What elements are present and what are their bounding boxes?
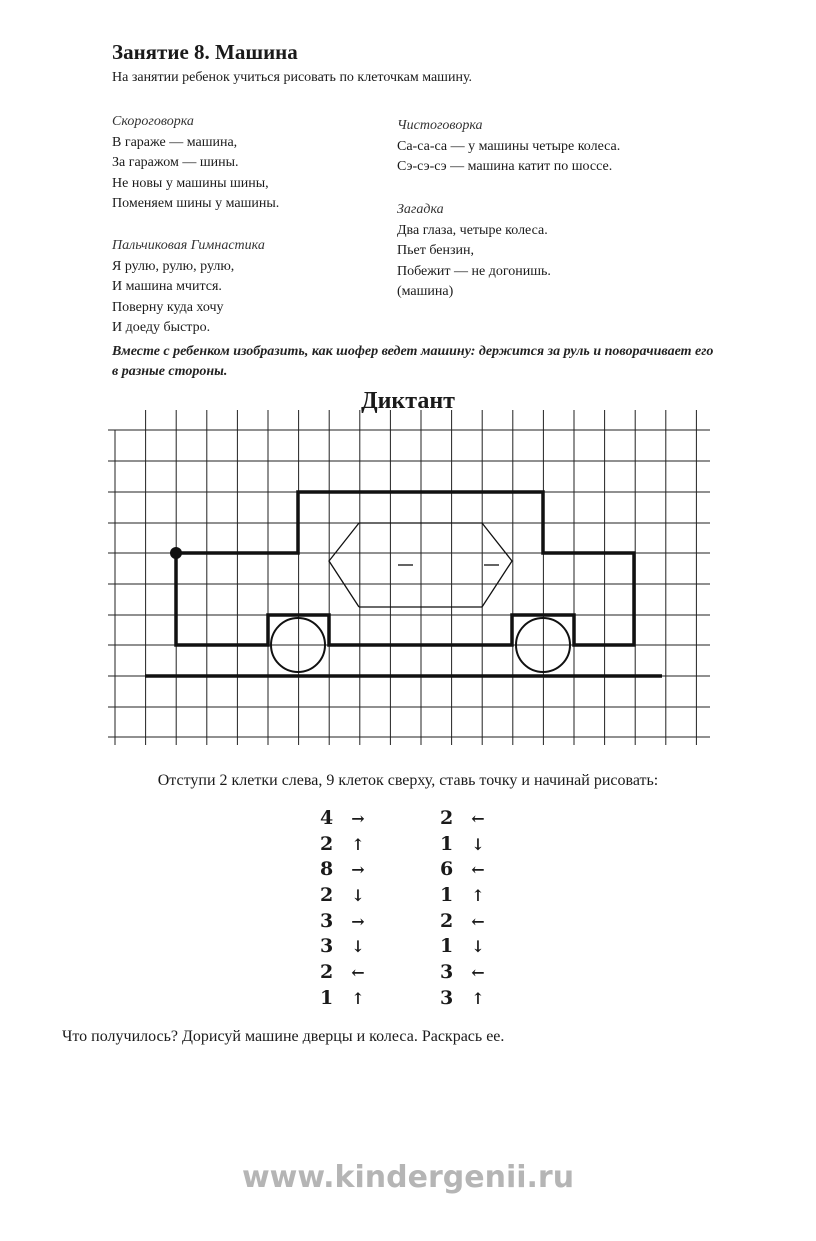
arrow-up-icon: ↑ xyxy=(471,886,485,906)
arrow-up-icon: ↑ xyxy=(471,988,485,1008)
poem-line: Поменяем шины у машины. xyxy=(112,196,280,211)
step-count: 3 xyxy=(320,935,334,958)
poem-line: Не новы у машины шины, xyxy=(112,175,269,191)
dictation-step xyxy=(440,806,490,832)
finger-gymnastics-heading: Пальчиковая Гимнастика xyxy=(112,238,265,253)
arrow-right-icon: → xyxy=(351,809,365,828)
dictation-step xyxy=(440,934,490,960)
car-outline xyxy=(176,492,634,645)
task-question: Что получилось? Дорисуй машине дверцы и колеса. Раскрась ее. xyxy=(62,1028,505,1045)
step-count: 2 xyxy=(440,909,454,932)
site-watermark: www.kindergenii.ru xyxy=(241,1160,575,1195)
poem-line: И машина мчится. xyxy=(112,279,222,294)
arrow-down-icon: ↓ xyxy=(351,937,365,957)
dictation-step xyxy=(440,986,490,1012)
step-count: 4 xyxy=(320,807,334,829)
arrow-left-icon: ← xyxy=(471,809,485,828)
poem-line: Сэ-сэ-сэ — машина катит по шоссе. xyxy=(397,159,613,174)
start-dot xyxy=(170,547,182,559)
lesson-intro: На занятии ребенок учиться рисовать по клеточкам машину. xyxy=(112,70,473,85)
arrow-down-icon: ↓ xyxy=(351,886,365,906)
arrow-up-icon: ↑ xyxy=(351,834,365,854)
step-count: 3 xyxy=(440,961,454,984)
arrow-left-icon: ← xyxy=(471,860,485,880)
poem-line: (машина) xyxy=(397,284,454,299)
dictation-step xyxy=(320,883,370,909)
dictation-instruction: Отступи 2 клетки слева, 9 клеток сверху, ставь точку и начинай рисовать: xyxy=(157,772,659,789)
poem-line: За гаражом — шины. xyxy=(112,155,239,170)
arrow-left-icon: ← xyxy=(471,963,485,983)
riddle-heading: Загадка xyxy=(397,202,444,217)
arrow-right-icon: → xyxy=(351,860,365,880)
dictation-step xyxy=(320,832,370,858)
arrow-right-icon: → xyxy=(351,911,365,931)
dictation-step xyxy=(320,986,370,1012)
step-count: 3 xyxy=(320,909,334,932)
step-count: 1 xyxy=(440,935,454,958)
step-count: 1 xyxy=(320,986,334,1009)
arrow-down-icon: ↓ xyxy=(471,834,485,854)
dictation-step xyxy=(320,960,370,986)
arrow-left-icon: ← xyxy=(351,963,365,983)
dictation-step xyxy=(440,832,490,858)
poem-line: Два глаза, четыре колеса. xyxy=(397,222,548,238)
step-count: 1 xyxy=(440,832,454,855)
poem-line: Я рулю, рулю, рулю, xyxy=(112,258,235,274)
poem-line: И доеду быстро. xyxy=(112,320,211,335)
poem-line: Пьет бензин, xyxy=(397,243,474,258)
step-count: 1 xyxy=(440,884,454,907)
poem-line: Поверну куда хочу xyxy=(112,299,224,315)
dictation-right-column xyxy=(440,806,490,1012)
dictation-left-column xyxy=(320,806,370,1012)
step-count: 6 xyxy=(440,858,454,881)
step-count: 8 xyxy=(320,858,334,881)
pure-speech-heading: Чистоговорка xyxy=(397,118,483,133)
arrow-down-icon: ↓ xyxy=(471,937,485,957)
step-count: 2 xyxy=(320,884,334,907)
tongue-twister-heading: Скороговорка xyxy=(112,114,194,129)
dictation-step xyxy=(320,909,370,935)
step-count: 3 xyxy=(440,986,454,1009)
graph-paper-grid xyxy=(108,410,710,745)
poem-line: Побежит — не догонишь. xyxy=(397,263,551,279)
lesson-title: Занятие 8. Машина xyxy=(112,40,298,64)
arrow-up-icon: ↑ xyxy=(351,988,365,1008)
arrow-left-icon: ← xyxy=(471,911,485,931)
dictation-step xyxy=(320,806,370,832)
poem-line: В гараже — машина, xyxy=(112,134,238,150)
dictation-title: Диктант xyxy=(361,388,455,414)
dictation-step xyxy=(440,857,490,883)
activity-note: Вместе с ребенком изобразить, как шофер ведет машину: держится за руль и поворачивает его в разные стороны. xyxy=(112,344,714,379)
step-count: 2 xyxy=(320,832,334,855)
step-count: 2 xyxy=(320,961,334,984)
step-count: 2 xyxy=(440,807,454,829)
poem-line: Са-са-са — у машины четыре колеса. xyxy=(397,138,621,154)
dictation-step xyxy=(440,883,490,909)
dictation-step xyxy=(440,960,490,986)
dictation-step xyxy=(320,934,370,960)
dictation-step xyxy=(320,857,370,883)
dictation-step xyxy=(440,909,490,935)
